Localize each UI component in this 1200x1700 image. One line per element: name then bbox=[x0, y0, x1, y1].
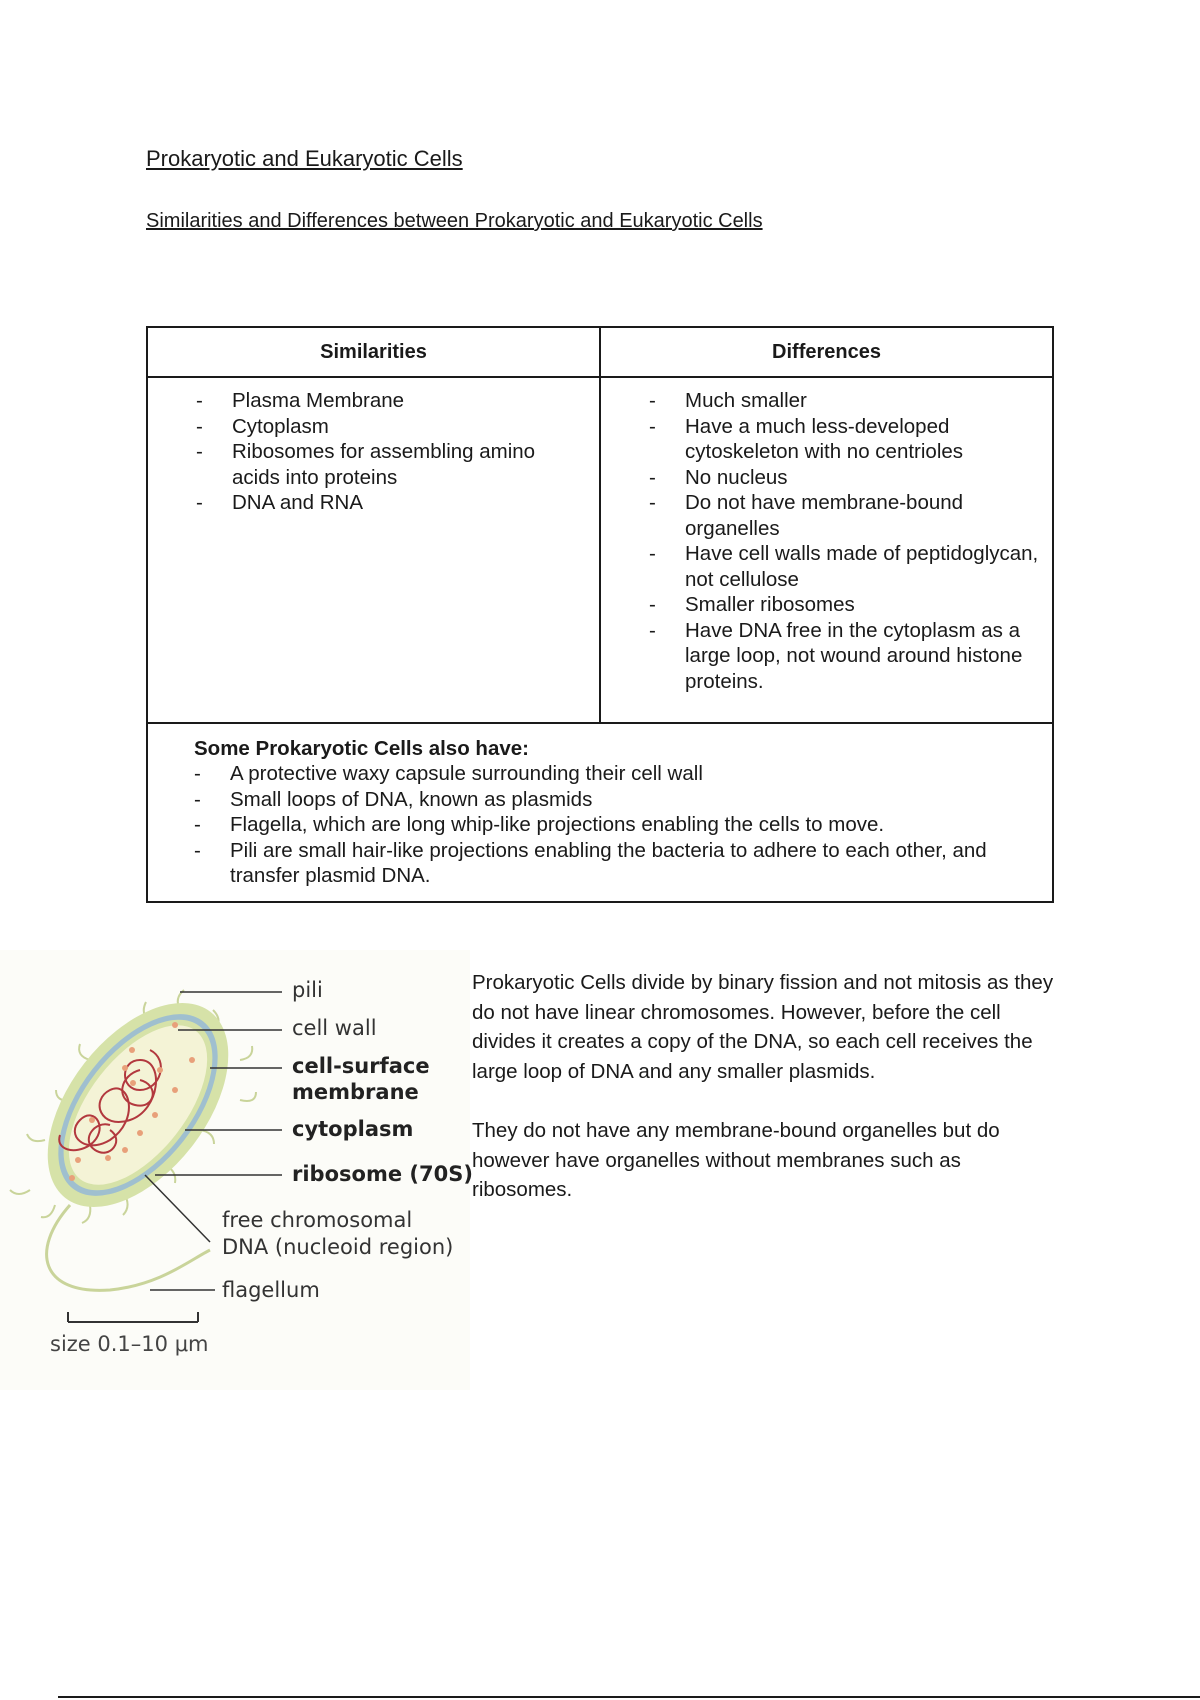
list-item: - Plasma Membrane bbox=[196, 388, 587, 414]
list-item: - A protective waxy capsule surrounding their cell wall bbox=[194, 761, 1040, 787]
list-item: - Small loops of DNA, known as plasmids bbox=[194, 787, 1040, 813]
differences-cell bbox=[600, 377, 1053, 723]
list-item: - Much smaller bbox=[649, 388, 1040, 414]
list-item: - Have cell walls made of peptidoglycan, not cellulose bbox=[649, 541, 1040, 592]
pili-label: pili bbox=[292, 978, 323, 1002]
prokaryotic-cell-diagram bbox=[0, 950, 473, 1390]
table-header-row bbox=[147, 327, 1053, 377]
similarities-list bbox=[160, 388, 587, 516]
differences-header: Differences bbox=[600, 327, 1053, 377]
differences-list bbox=[613, 388, 1040, 694]
list-item: - Flagella, which are long whip-like projections enabling the cells to move. bbox=[194, 812, 1040, 838]
size-label: size 0.1–10 μm bbox=[50, 1332, 209, 1356]
similarities-cell bbox=[147, 377, 600, 723]
list-item: - Ribosomes for assembling amino acids into proteins bbox=[196, 439, 587, 490]
cytoplasm-label: cytoplasm bbox=[292, 1117, 414, 1141]
extra-features-cell bbox=[147, 723, 1053, 902]
list-item: - Pili are small hair-like projections enabling the bacteria to adhere to each other, and transfer plasmid DNA. bbox=[194, 838, 1040, 889]
free-dna-label: free chromosomal bbox=[222, 1208, 413, 1232]
cell-surface-membrane-label: cell-surface bbox=[292, 1054, 430, 1078]
list-item: - Do not have membrane-bound organelles bbox=[649, 490, 1040, 541]
list-item: - Smaller ribosomes bbox=[649, 592, 1040, 618]
binary-fission-paragraph: Prokaryotic Cells divide by binary fission and not mitosis as they do not have linear chromosomes. However, before the cell divides it creates a copy of the DNA, so each cell receives the large loop of DNA and any smaller plasmids. bbox=[472, 971, 1054, 1083]
list-item: - Cytoplasm bbox=[196, 414, 587, 440]
list-item: - No nucleus bbox=[649, 465, 1040, 491]
flagellum-label: flagellum bbox=[222, 1278, 320, 1302]
cell-wall-label: cell wall bbox=[292, 1016, 377, 1040]
table-row bbox=[147, 723, 1053, 902]
organelles-paragraph: They do not have any membrane-bound organelles but do however have organelles without membranes such as ribosomes. bbox=[472, 1119, 1000, 1201]
list-item: - DNA and RNA bbox=[196, 490, 587, 516]
ribosome-label: ribosome (70S) bbox=[292, 1162, 473, 1186]
list-item: - Have DNA free in the cytoplasm as a large loop, not wound around histone proteins. bbox=[649, 618, 1040, 695]
page-title: Prokaryotic and Eukaryotic Cells bbox=[146, 146, 463, 171]
extra-features-list bbox=[194, 761, 1040, 889]
similarities-header: Similarities bbox=[147, 327, 600, 377]
list-item: - Have a much less-developed cytoskeleton with no centrioles bbox=[649, 414, 1040, 465]
bottom-rule bbox=[58, 1696, 1200, 1698]
page-subtitle: Similarities and Differences between Prokaryotic and Eukaryotic Cells bbox=[146, 210, 763, 232]
comparison-table bbox=[146, 326, 1054, 903]
free-dna-label-2: DNA (nucleoid region) bbox=[222, 1235, 454, 1259]
cell-surface-membrane-label-2: membrane bbox=[292, 1080, 419, 1104]
extra-features-heading: Some Prokaryotic Cells also have: bbox=[194, 737, 529, 760]
table-row bbox=[147, 377, 1053, 723]
